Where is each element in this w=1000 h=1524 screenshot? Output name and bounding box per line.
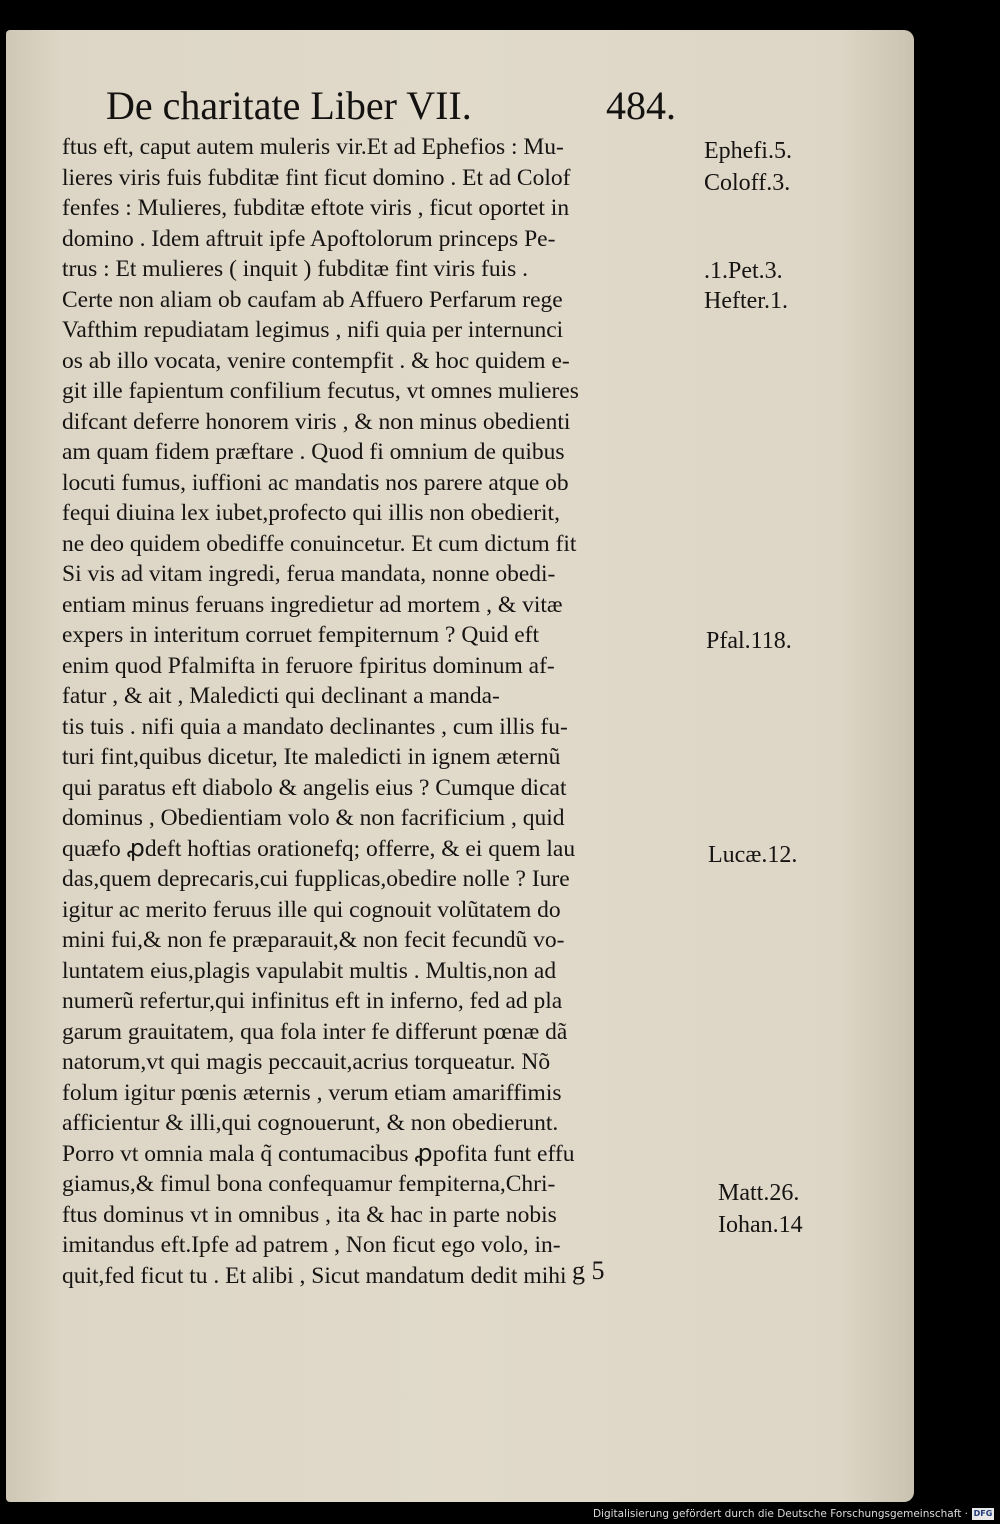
- folio-number: 484.: [606, 83, 676, 128]
- text-line: mini fui,& non fe præparauit,& non fecit fecundũ vo-: [62, 927, 565, 953]
- margin-note-matthew: Matt.26.: [718, 1180, 800, 1206]
- text-line: Porro vt omnia mala q̃ contumacibus ꝓpofita funt effu: [62, 1140, 575, 1167]
- margin-note-luke: Lucæ.12.: [708, 842, 798, 868]
- text-line: entiam minus feruans ingredietur ad mortem , & vitæ: [62, 591, 563, 618]
- text-line: turi fint,quibus dicetur, Ite maledicti in ignem æternũ: [62, 744, 561, 770]
- dfg-logo-icon: DFG: [973, 1509, 993, 1518]
- text-line: os ab illo vocata, venire contempfit . & hoc quidem e-: [62, 347, 570, 374]
- text-line: locuti fumus, iuffioni ac mandatis nos parere atque ob: [62, 469, 569, 496]
- text-line: Si vis ad vitam ingredi, ferua mandata, nonne obedi-: [62, 561, 556, 587]
- text-line: imitandus eft.Ipfe ad patrem , Non ficut ego volo, in-: [62, 1232, 561, 1258]
- text-line: igitur ac merito feruus ille qui cognouit volũtatem do: [62, 896, 561, 923]
- margin-note-ephesians: Ephefi.5.: [704, 138, 792, 164]
- text-line: quit,fed ficut tu . Et alibi , Sicut mandatum dedit mihi: [62, 1262, 567, 1289]
- text-line: qui paratus eft diabolo & angelis eius ? Cumque dicat: [62, 774, 567, 801]
- text-line: numerũ refertur,qui infinitus eft in inferno, fed ad pla: [62, 988, 563, 1014]
- text-line: fequi diuina lex iubet,profecto qui illis non obedierit,: [62, 500, 560, 526]
- text-line: folum igitur pœnis æternis , verum etiam amariffimis: [62, 1079, 562, 1106]
- text-line: ne deo quidem obediffe conuincetur. Et cum dictum fit: [62, 530, 577, 557]
- text-line: enim quod Pfalmifta in feruore fpiritus dominum af-: [62, 652, 555, 679]
- running-title: De charitate Liber VII.: [106, 83, 472, 128]
- margin-note-peter: .1.Pet.3.: [704, 258, 783, 284]
- main-text-block: [62, 132, 702, 1291]
- text-line: afficientur & illi,qui cognouerunt, & non obedierunt.: [62, 1110, 559, 1136]
- text-line: domino . Idem aftruit ipfe Apoftolorum princeps Pe-: [62, 225, 556, 252]
- text-line: lieres viris fuis fubditæ fint ficut domino . Et ad Colof: [62, 164, 571, 191]
- text-line: luntatem eius,plagis vapulabit multis . Multis,non ad: [62, 957, 557, 984]
- text-line: dominus , Obedientiam volo & non facrificium , quid: [62, 805, 565, 831]
- text-line: das,quem deprecaris,cui fupplicas,obedire nolle ? Iure: [62, 866, 570, 892]
- signature-mark: g 5: [572, 1256, 605, 1285]
- text-line: fenfes : Mulieres, fubditæ eftote viris , ficut oportet in: [62, 195, 570, 221]
- text-line: difcant deferre honorem viris , & non minus obedienti: [62, 408, 571, 435]
- text-line: giamus,& fimul bona confequamur fempiterna,Chri-: [62, 1171, 556, 1197]
- text-line: ftus dominus vt in omnibus , ita & hac in parte nobis: [62, 1201, 557, 1228]
- margin-note-john: Iohan.14: [718, 1212, 803, 1238]
- text-line: git ille fapientum confilium fecutus, vt omnes mulieres: [62, 378, 579, 404]
- text-line: garum grauitatem, qua fola inter fe differunt pœnæ dã: [62, 1018, 568, 1045]
- text-line: expers in interitum corruet fempiternum ? Quid eft: [62, 622, 540, 648]
- text-line: Certe non aliam ob caufam ab Affuero Perfarum rege: [62, 286, 563, 313]
- running-header: [106, 82, 706, 132]
- text-line: quæfo ꝓdeft hoftias orationefq; offerre, & ei quem lau: [62, 835, 576, 862]
- text-line: fatur , & ait , Maledicti qui declinant a manda-: [62, 683, 500, 709]
- text-line: tis tuis . nifi quia a mandato declinantes , cum illis fu-: [62, 713, 568, 740]
- text-line: am quam fidem præftare . Quod fi omnium de quibus: [62, 439, 565, 465]
- margin-note-esther: Hefter.1.: [704, 288, 788, 314]
- margin-note-colossians: Coloff.3.: [704, 170, 791, 196]
- text-line: trus : Et mulieres ( inquit ) fubditæ fint viris fuis .: [62, 256, 529, 282]
- text-line: ftus eft, caput autem muleris vir.Et ad Ephefios : Mu-: [62, 134, 564, 160]
- margin-note-psalm: Pfal.118.: [706, 628, 792, 654]
- text-line: Vafthim repudiatam legimus , nifi quia per internunci: [62, 317, 564, 343]
- digitization-credit: Digitalisierung gefördert durch die Deutsche Forschungsgemeinschaft ·: [592, 1508, 968, 1520]
- text-line: natorum,vt qui magis peccauit,acrius torqueatur. Nõ: [62, 1049, 551, 1075]
